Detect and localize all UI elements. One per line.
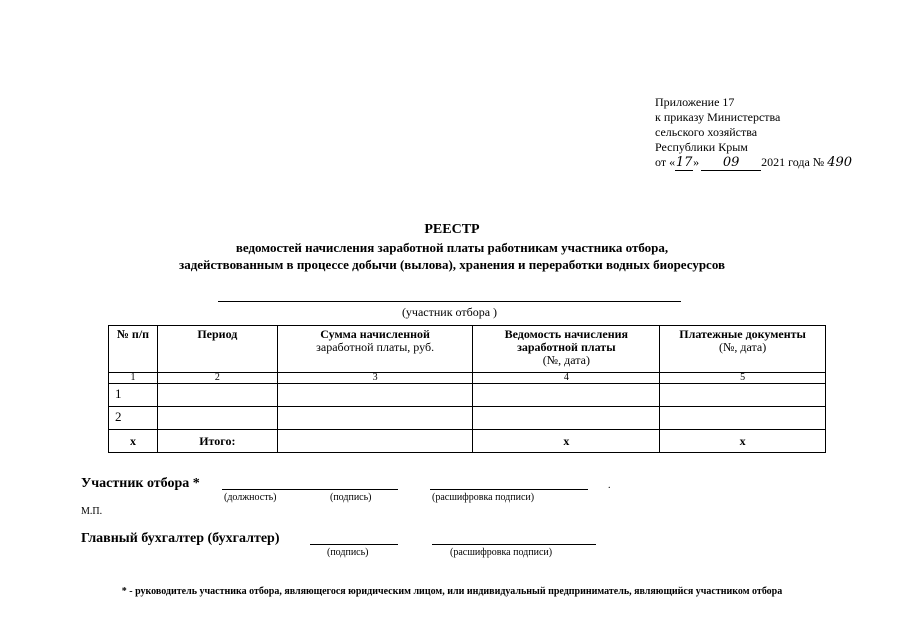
header-statement-line1: Ведомость начисления xyxy=(504,327,629,341)
date-prefix: от « xyxy=(655,155,676,169)
header-payments-line1: Платежные документы xyxy=(679,327,806,341)
header-period: Период xyxy=(157,326,277,373)
caption-decode: (расшифровка подписи) xyxy=(432,492,535,503)
document-subtitle-2: задействованным в процессе добычи (вылова), хранения и переработки водных биоресурсов xyxy=(178,257,726,272)
table-cell xyxy=(157,407,277,430)
total-label: Итого: xyxy=(157,430,277,453)
table-cell xyxy=(660,384,826,407)
header-payments-line2: (№, дата) xyxy=(718,340,767,354)
table-cell xyxy=(157,384,277,407)
appendix-block xyxy=(655,95,852,171)
appendix-line-1: Приложение 17 xyxy=(655,95,735,109)
accountant-sign-underline xyxy=(310,544,398,545)
caption-sign: (подпись) xyxy=(330,492,372,503)
table-header-row xyxy=(109,326,826,373)
header-sum xyxy=(277,326,473,373)
date-day: 17 xyxy=(675,155,693,170)
table-cell xyxy=(277,407,473,430)
table-cell xyxy=(660,407,826,430)
table-row xyxy=(109,384,826,407)
column-number: 3 xyxy=(277,373,473,384)
table-column-numbers-row xyxy=(109,373,826,384)
document-title: РЕЕСТР xyxy=(424,222,480,237)
table-cell xyxy=(277,384,473,407)
header-sum-line2: заработной платы, руб. xyxy=(316,340,435,354)
appendix-date-line xyxy=(655,155,852,171)
appendix-line-3: сельского хозяйства xyxy=(655,125,758,139)
appendix-line-4: Республики Крым xyxy=(655,140,748,154)
column-number: 5 xyxy=(660,373,826,384)
total-mark-5: х xyxy=(660,430,826,453)
caption-position: (должность) xyxy=(224,492,277,503)
total-mark-4: х xyxy=(473,430,660,453)
header-sum-line1: Сумма начисленной xyxy=(320,327,430,341)
registry-table xyxy=(108,325,826,453)
column-number: 1 xyxy=(109,373,158,384)
header-number: № п/п xyxy=(109,326,158,373)
participant-underline xyxy=(218,301,681,302)
participant-signature-label: Участник отбора * xyxy=(81,476,200,491)
date-year: 2021 года № xyxy=(761,155,825,169)
column-number: 4 xyxy=(473,373,660,384)
total-sum-cell xyxy=(277,430,473,453)
order-number: 490 xyxy=(827,155,853,170)
header-statement xyxy=(473,326,660,373)
caption-decode-2: (расшифровка подписи) xyxy=(450,547,553,558)
table-row xyxy=(109,407,826,430)
accountant-decode-underline xyxy=(432,544,596,545)
total-mark-1: х xyxy=(109,430,158,453)
date-month: 09 xyxy=(701,155,761,171)
header-payments xyxy=(660,326,826,373)
stamp-place: М.П. xyxy=(81,506,103,517)
header-statement-line3: (№, дата) xyxy=(542,353,590,367)
appendix-line-2: к приказу Министерства xyxy=(655,110,781,124)
accountant-signature-label: Главный бухгалтер (бухгалтер) xyxy=(81,531,280,546)
document-subtitle-1: ведомостей начисления заработной платы работникам участника отбора, xyxy=(235,240,669,255)
dot-mark: . xyxy=(608,480,611,491)
participant-caption: (участник отбора ) xyxy=(401,305,498,319)
row-number: 1 xyxy=(109,384,158,407)
column-number: 2 xyxy=(157,373,277,384)
header-statement-line2: заработной платы xyxy=(517,340,616,354)
table-total-row xyxy=(109,430,826,453)
table-cell xyxy=(473,384,660,407)
decode-underline xyxy=(430,489,588,490)
row-number: 2 xyxy=(109,407,158,430)
footnote: * - руководитель участника отбора, являющегося юридическим лицом, или индивидуальный предприниматель, являющийся участником отбора xyxy=(121,586,783,597)
sign-underline xyxy=(326,489,398,490)
table-cell xyxy=(473,407,660,430)
date-mid: » xyxy=(693,155,700,169)
position-underline xyxy=(222,489,328,490)
caption-sign-2: (подпись) xyxy=(327,547,369,558)
